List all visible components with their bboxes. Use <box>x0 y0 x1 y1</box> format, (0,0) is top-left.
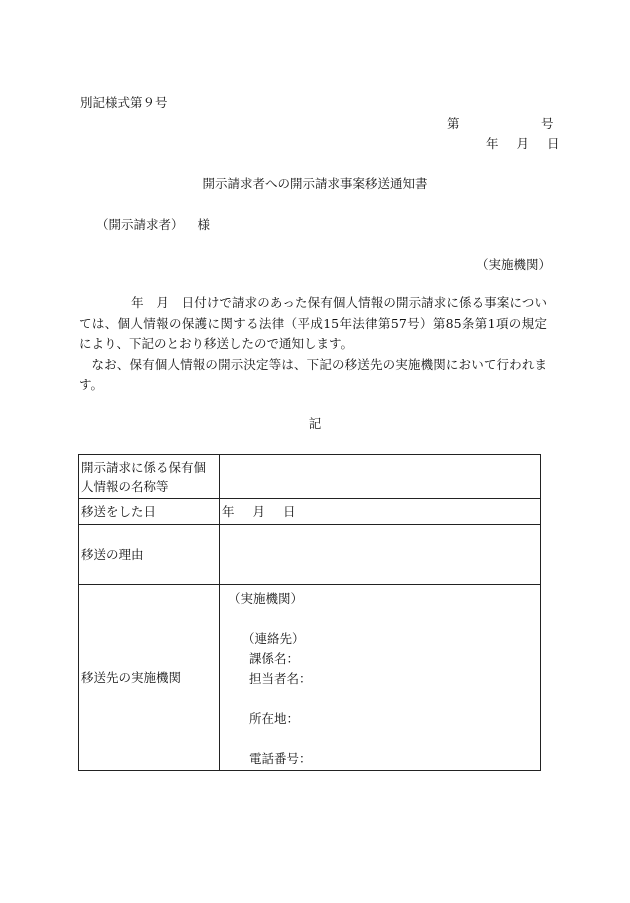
document-number-prefix: 第 <box>447 116 460 131</box>
document-date <box>486 138 560 151</box>
sender-agency: （実施機関） <box>476 257 552 272</box>
table-row <box>79 499 541 525</box>
info-name-value <box>220 455 541 499</box>
transfer-reason-label: 移送の理由 <box>79 525 220 585</box>
destination-agency-name: （実施機関） <box>228 591 304 606</box>
date-day: 日 <box>547 136 560 151</box>
document-title: 開示請求者への開示請求事案移送通知書 <box>202 176 428 191</box>
body-paragraph-2: なお、保有個人情報の開示決定等は、下記の移送先の実施機関において行われます。 <box>79 356 547 392</box>
transfer-date-year: 年 <box>222 504 235 519</box>
person-in-charge-label: 担当者名： <box>249 671 312 686</box>
destination-agency-label: 移送先の実施機関 <box>79 585 220 771</box>
table-row <box>79 525 541 585</box>
document-number <box>447 116 554 131</box>
body-paragraph-1 <box>79 293 547 355</box>
section-name-label: 課係名： <box>249 651 300 666</box>
date-year: 年 <box>486 136 499 151</box>
document-number-suffix: 号 <box>541 116 554 131</box>
table-row <box>79 455 541 499</box>
transfer-date-month: 月 <box>252 504 266 519</box>
addressee-honorific: 様 <box>197 217 211 232</box>
addressee-name: （開示請求者） <box>96 217 184 232</box>
transfer-date-value <box>220 499 541 525</box>
table-row <box>79 585 541 771</box>
body-paragraph-1-text: 年 月 日付けで請求のあった保有個人情報の開示請求に係る事案については、個人情報の保護に関する法律（平成15年法律第57号）第85条第1項の規定により、下記のとおり移送したので通知します。 <box>79 295 547 351</box>
addressee <box>96 219 210 232</box>
address-label: 所在地： <box>249 711 300 726</box>
transfer-date-label: 移送をした日 <box>79 499 220 525</box>
form-number: 別記様式第９号 <box>80 95 168 110</box>
contact-heading: （連絡先） <box>242 631 305 646</box>
info-name-label: 開示請求に係る保有個人情報の名称等 <box>79 455 220 499</box>
body-text <box>79 293 547 396</box>
transfer-date-day: 日 <box>283 504 296 519</box>
phone-label: 電話番号： <box>249 751 312 766</box>
transfer-reason-value <box>220 525 541 585</box>
date-month: 月 <box>516 136 530 151</box>
ki-heading: 記 <box>308 416 322 431</box>
destination-agency-value <box>220 585 541 771</box>
details-table <box>78 454 541 771</box>
